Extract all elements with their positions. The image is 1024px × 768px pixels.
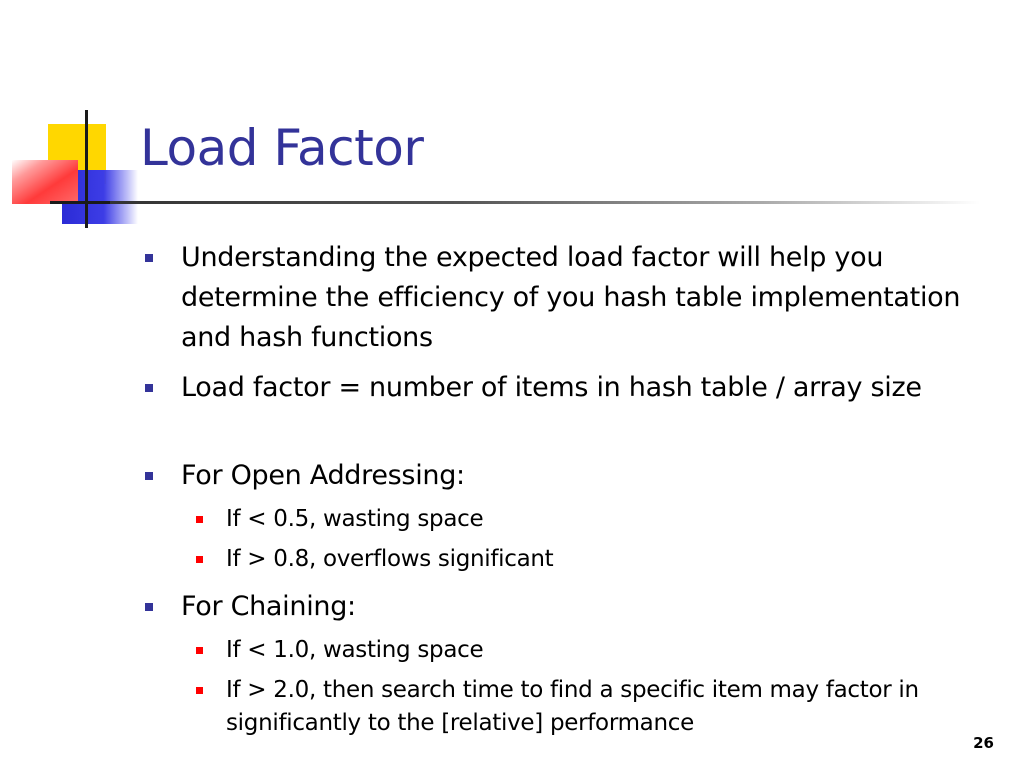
bullet-marker (145, 472, 153, 480)
bullet-marker (145, 384, 153, 392)
sub-bullet-marker (196, 516, 203, 523)
sub-bullet-marker (196, 556, 203, 563)
sub-bullet-text: If < 1.0, wasting space (226, 637, 484, 663)
slide-title: Load Factor (140, 119, 424, 177)
bullet-text: Load factor = number of items in hash table / array size (181, 372, 922, 403)
bullet-marker (145, 603, 153, 611)
bullet-marker (145, 254, 153, 262)
bullet-text: Understanding the expected load factor will help you determine the efficiency of you hash table implementation and hash functions (181, 242, 961, 353)
bullet-text: For Chaining: (181, 591, 356, 622)
sub-bullet-text: If > 0.8, overflows significant (226, 546, 554, 572)
sub-bullet-text: If > 2.0, then search time to find a specific item may factor in significantly to the [relative] performance (226, 677, 919, 736)
sub-bullet-marker (196, 647, 203, 654)
bullet-text: For Open Addressing: (181, 460, 465, 491)
sub-bullet-marker (196, 687, 203, 694)
sub-bullet-text: If < 0.5, wasting space (226, 506, 484, 532)
page-number: 26 (973, 734, 994, 752)
